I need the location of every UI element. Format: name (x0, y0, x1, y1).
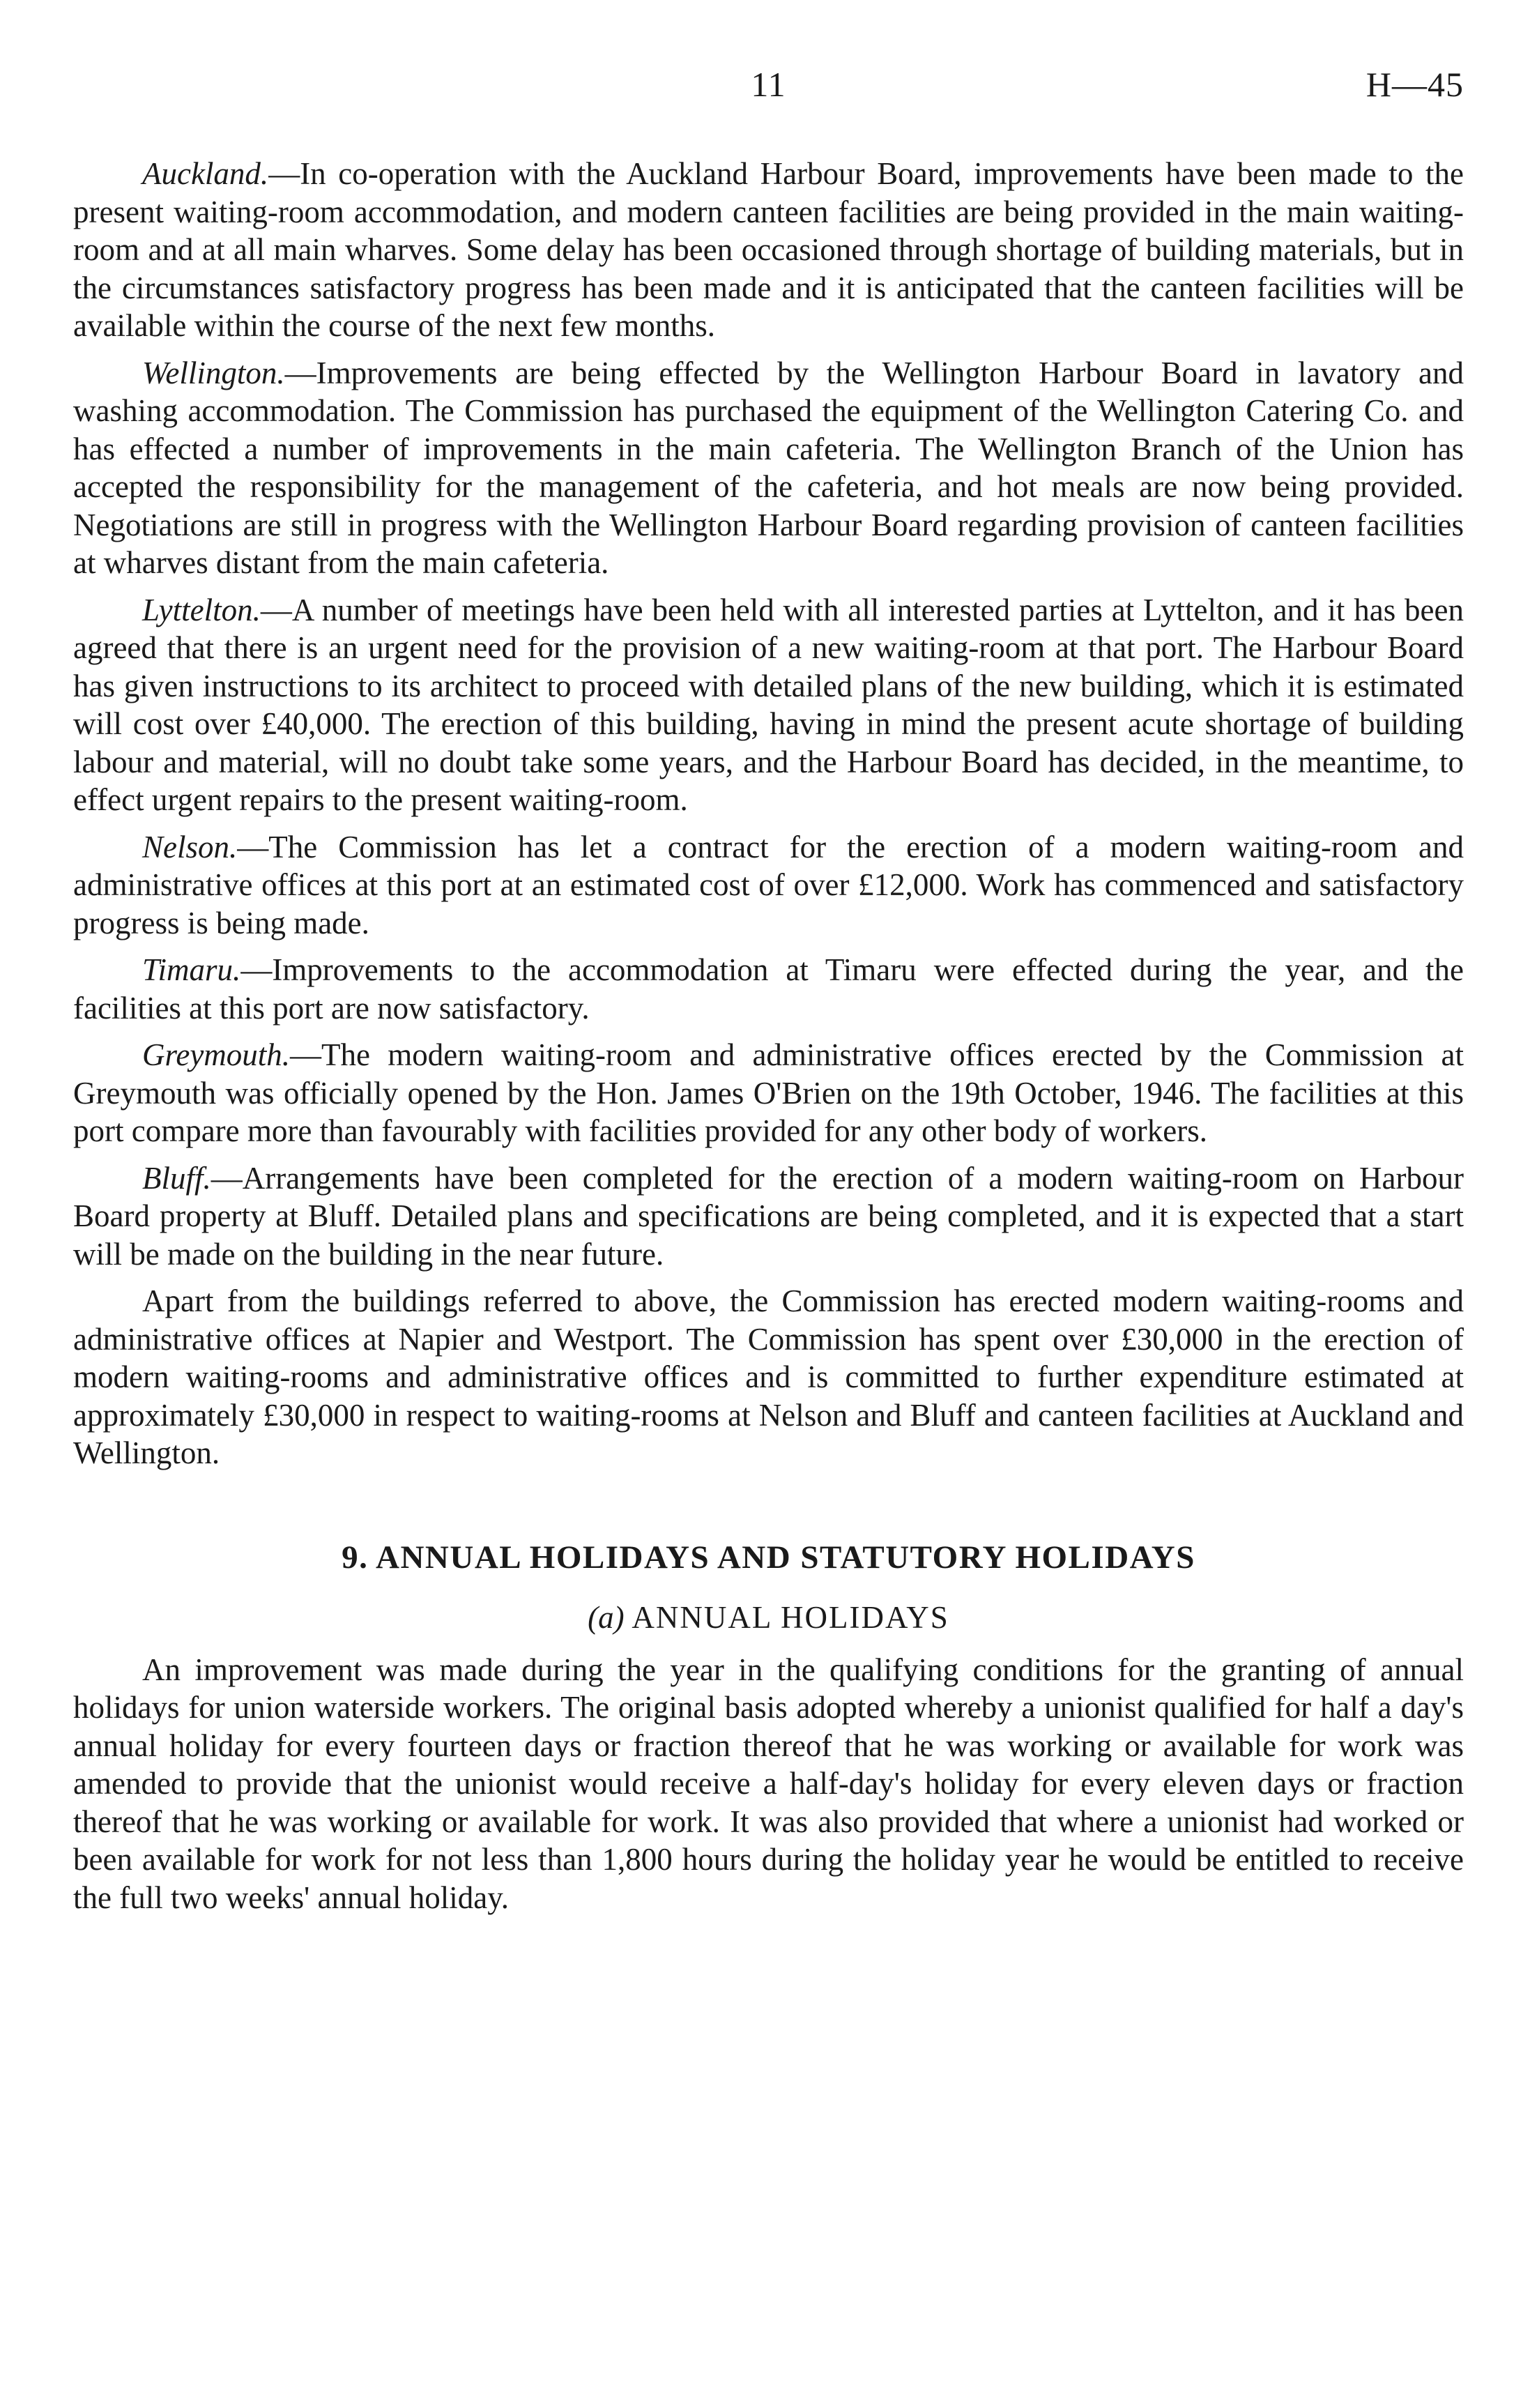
paragraph-timaru (73, 951, 1464, 1027)
paragraph-lead: Lyttelton. (142, 592, 261, 627)
paragraph-lyttelton (73, 591, 1464, 819)
page-number: 11 (751, 65, 786, 104)
paragraph-text: —The modern waiting-room and administrative offices erected by the Commission at Greymouth was officially opened by the Hon. James O'Brien on the 19th October, 1946. The facilities at this port compare more than favourably with facilities provided for any other body of workers. (73, 1037, 1464, 1148)
page-body (73, 155, 1464, 1926)
paragraph-lead: Nelson. (142, 829, 238, 864)
paragraph-text: —Improvements to the accommodation at Timaru were effected during the year, and the facilities at this port are now satisfactory. (73, 952, 1464, 1026)
paragraph-nelson (73, 828, 1464, 943)
subheading-text: ANNUAL HOLIDAYS (632, 1599, 949, 1635)
paragraph-lead: Auckland. (142, 156, 269, 191)
paragraph-summary (73, 1282, 1464, 1472)
page-header (73, 64, 1464, 113)
paragraph-wellington (73, 354, 1464, 582)
paragraph-text: —Arrangements have been completed for the erection of a modern waiting-room on Harbour Board property at Bluff. Detailed plans and specifications are being completed, and it is expected that a start will be made on the building in the near future. (73, 1160, 1464, 1272)
paragraph-lead: Bluff. (142, 1160, 211, 1196)
document-reference: H—45 (1365, 65, 1464, 104)
paragraph-text: —The Commission has let a contract for the erection of a modern waiting-room and administrative offices at this port at an estimated cost of over £12,000. Work has commenced and satisfactory progress is being made. (73, 829, 1464, 940)
paragraph-annual-holidays (73, 1651, 1464, 1917)
paragraph-text: Apart from the buildings referred to above, the Commission has erected modern waiting-rooms and administrative offices at Napier and Westport. The Commission has spent over £30,000 in the erection of modern waiting-rooms and administrative offices and is committed to further expenditure estimated at approximately £30,000 in respect to waiting-rooms at Nelson and Bluff and canteen facilities at Auckland and Wellington. (73, 1283, 1464, 1470)
section-subheading (73, 1598, 1464, 1637)
paragraph-text: —A number of meetings have been held with all interested parties at Lyttelton, and it has been agreed that there is an urgent need for the provision of a new waiting-room at that port. The Harbour Board has given instructions to its architect to proceed with detailed plans of the new building, which it is estimated will cost over £40,000. The erection of this building, having in mind the present acute shortage of building labour and material, will no doubt take some years, and the Harbour Board has decided, in the meantime, to effect urgent repairs to the present waiting-room. (73, 592, 1464, 817)
paragraph-auckland (73, 155, 1464, 345)
paragraph-lead: Timaru. (142, 952, 241, 987)
subheading-label: (a) (588, 1599, 625, 1635)
paragraph-lead: Wellington. (142, 355, 285, 390)
paragraph-bluff (73, 1159, 1464, 1274)
paragraph-text: —Improvements are being effected by the Wellington Harbour Board in lavatory and washing accommodation. The Commission has purchased the equipment of the Wellington Catering Co. and has effected a number of improvements in the main cafeteria. The Wellington Branch of the Union has accepted the responsibility for the management of the cafeteria, and hot meals are now being provided. Negotiations are still in progress with the Wellington Harbour Board regarding provision of canteen facilities at wharves distant from the main cafeteria. (73, 355, 1464, 580)
paragraph-lead: Greymouth. (142, 1037, 291, 1072)
paragraph-greymouth (73, 1036, 1464, 1150)
paragraph-text: —In co-operation with the Auckland Harbour Board, improvements have been made to the present waiting-room accommodation, and modern canteen facilities are being provided in the main waiting-room and at all main wharves. Some delay has been occasioned through shortage of building materials, but in the circumstances satisfactory progress has been made and it is anticipated that the canteen facilities will be available within the course of the next few months. (73, 156, 1464, 343)
section-heading: 9. ANNUAL HOLIDAYS AND STATUTORY HOLIDAYS (342, 1539, 1195, 1576)
paragraph-text: An improvement was made during the year in the qualifying conditions for the granting of annual holidays for union waterside workers. The original basis adopted whereby a unionist qualified for half a day's annual holiday for every fourteen days or fraction thereof that he was working or available for work was amended to provide that the unionist would receive a half-day's holiday for every eleven days or fraction thereof that he was working or available for work. It was also provided that where a unionist had worked or been available for work for not less than 1,800 hours during the holiday year he would be entitled to receive the full two weeks' annual holiday. (73, 1652, 1464, 1915)
